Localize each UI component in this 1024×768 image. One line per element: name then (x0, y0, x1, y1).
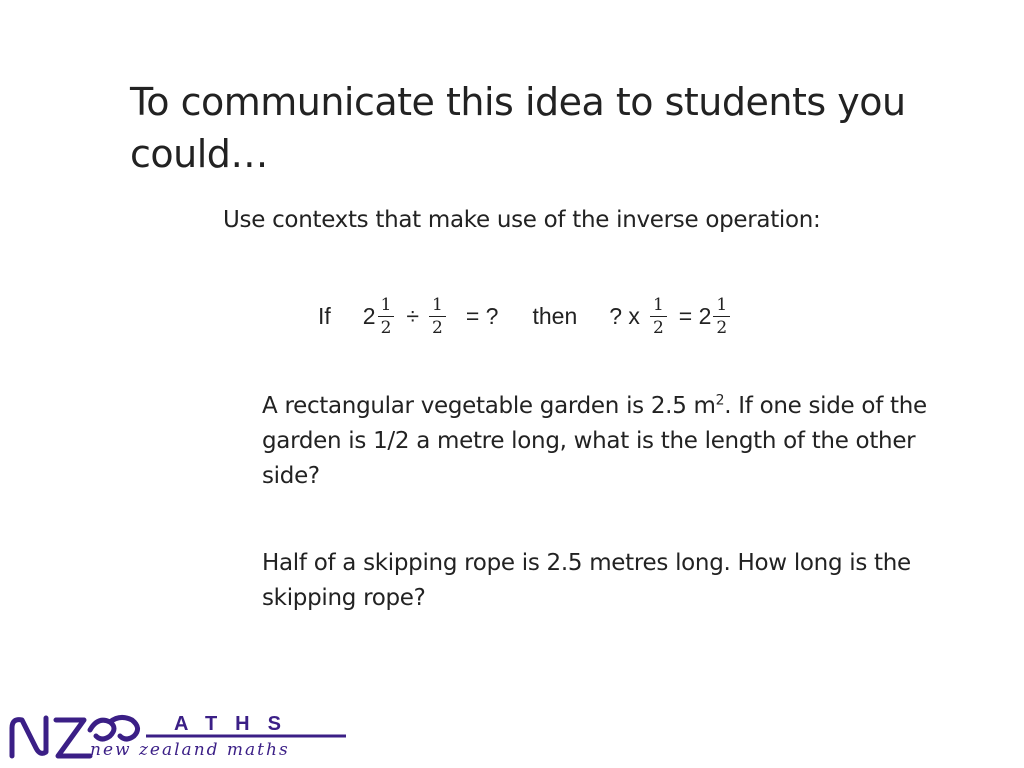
problem-skipping-rope: Half of a skipping rope is 2.5 metres long. How long is the skipping rope? (262, 550, 911, 611)
fraction-numerator: 1 (380, 294, 392, 315)
fraction-numerator: 1 (652, 294, 664, 315)
equation-fraction-2 (429, 294, 446, 339)
equation-then-label: then (532, 302, 578, 329)
equation-divide-sign: ÷ (406, 302, 420, 329)
equation-if-label: If (318, 302, 331, 329)
problem-garden-text-end: . If one side of the garden is 1/2 a metre long, what is the length of the other side? (262, 393, 927, 489)
inverse-operation-equation (318, 284, 732, 348)
fraction-numerator: 1 (432, 294, 443, 315)
problem-garden-text-start: A rectangular vegetable garden is 2.5 m (262, 393, 716, 419)
fraction-denominator: 2 (652, 317, 664, 338)
equation-equals-question: = ? (465, 302, 499, 329)
equation-fraction-1 (378, 294, 395, 339)
fraction-numerator: 1 (716, 294, 728, 315)
logo-tagline: new zealand maths (90, 740, 290, 760)
equation-mixed-whole: 2 (362, 302, 376, 329)
equation-question-times: ? x (609, 302, 640, 329)
slide-title: To communicate this idea to students you could… (130, 80, 906, 176)
logo-letters-top: ATHS (174, 713, 299, 735)
problem-garden-superscript: 2 (715, 392, 725, 409)
fraction-denominator: 2 (432, 317, 443, 338)
fraction-denominator: 2 (716, 317, 728, 338)
equation-equals-two: = 2 (678, 302, 712, 329)
equation-fraction-4 (713, 294, 730, 339)
fraction-denominator: 2 (380, 317, 392, 338)
slide-subtitle: Use contexts that make use of the inverse operation: (223, 207, 821, 233)
equation-fraction-3 (650, 294, 667, 339)
nzmaths-logo (6, 708, 350, 762)
problem-garden (262, 389, 952, 494)
